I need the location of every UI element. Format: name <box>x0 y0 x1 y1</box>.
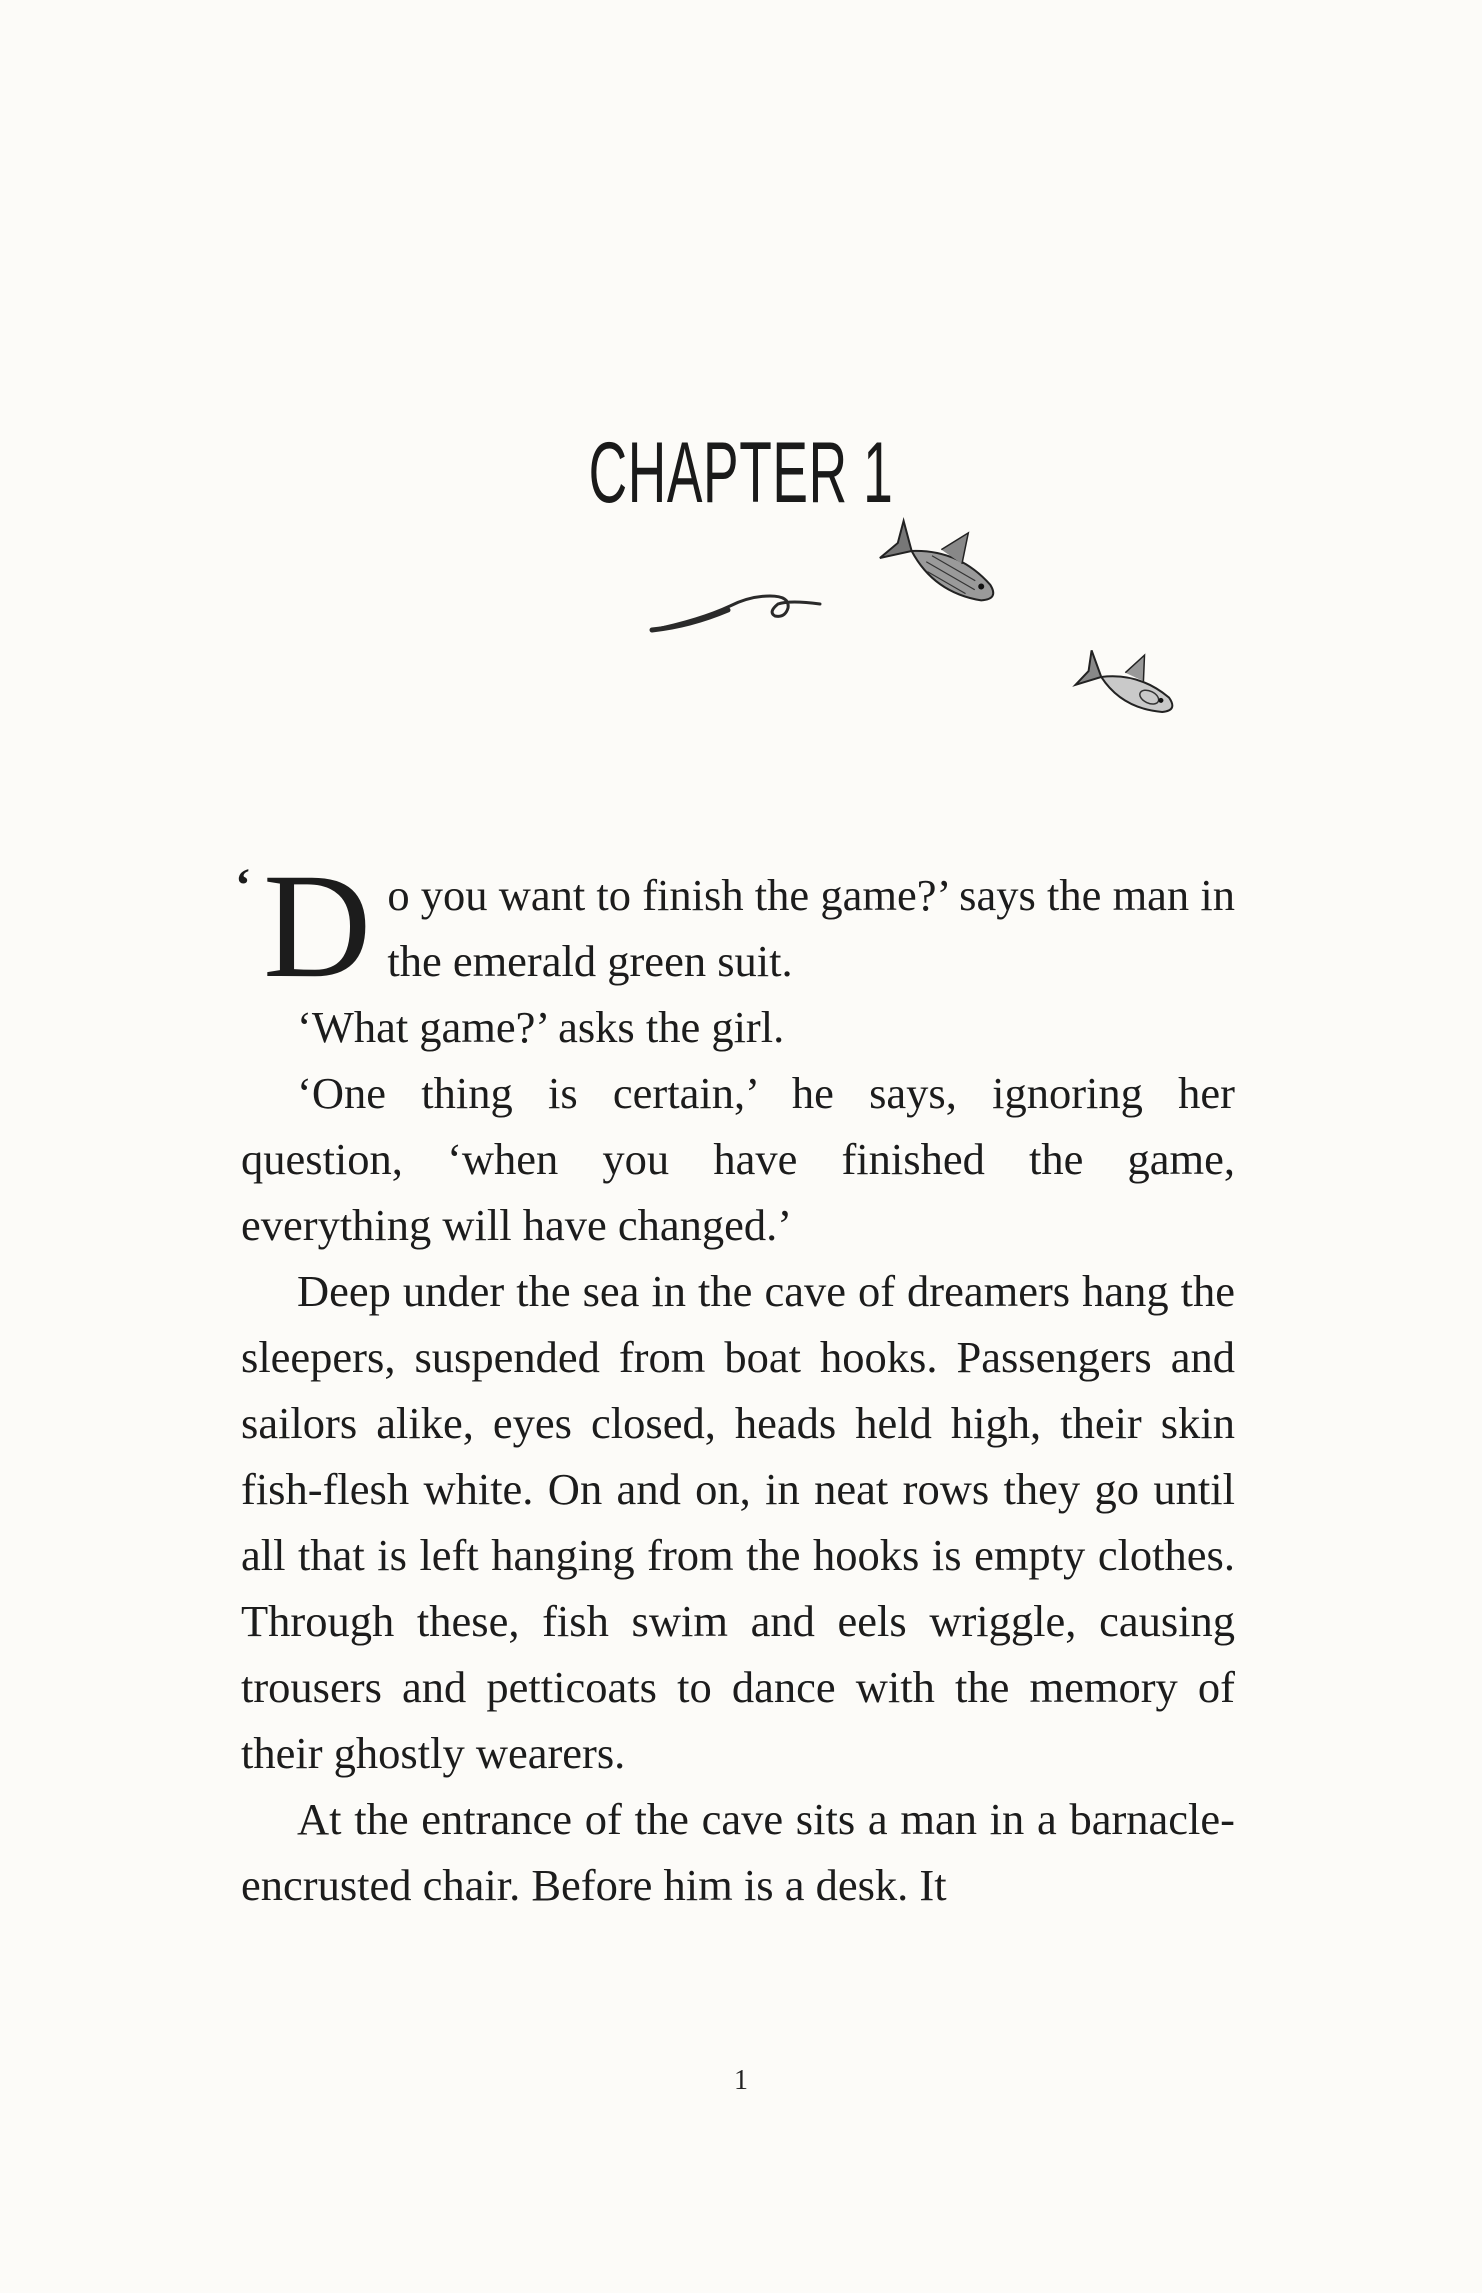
first-paragraph <box>235 843 1235 1009</box>
fish-icon <box>880 501 1014 616</box>
paragraph: Deep under the sea in the cave of dreamers hang the sleepers, suspended from boat hooks. Passengers and sailors alike, eyes closed, heads held high, their skin fish-flesh white. On and on, in neat rows they go until all that is left hanging from the hooks is empty clothes. Through these, fish swim and eels wriggle, causing trousers and petticoats to dance with the memory of their ghostly wearers. <box>241 1266 1235 1778</box>
paragraph: At the entrance of the cave sits a man in a barnacle-encrusted chair. Before him is a desk. It <box>241 1794 1235 1910</box>
page-number: 1 <box>734 2065 748 2096</box>
opening-quote-mark: ‘ <box>235 859 251 912</box>
swirl-flourish-icon <box>652 596 820 630</box>
paragraph: ‘One thing is certain,’ he says, ignoring her question, ‘when you have finished the game, everything will have changed.’ <box>241 1068 1235 1250</box>
drop-cap-block <box>235 843 372 1009</box>
chapter-ornament <box>640 500 1240 770</box>
chapter-title: CHAPTER 1 <box>588 425 894 521</box>
drop-cap-letter: D <box>263 843 372 1009</box>
fish-icon <box>1076 634 1188 726</box>
first-paragraph-text: o you want to finish the game?’ says the man in the emerald green suit. <box>387 870 1235 986</box>
paragraph: ‘What game?’ asks the girl. <box>297 1002 785 1052</box>
chapter-body <box>235 843 1235 1918</box>
